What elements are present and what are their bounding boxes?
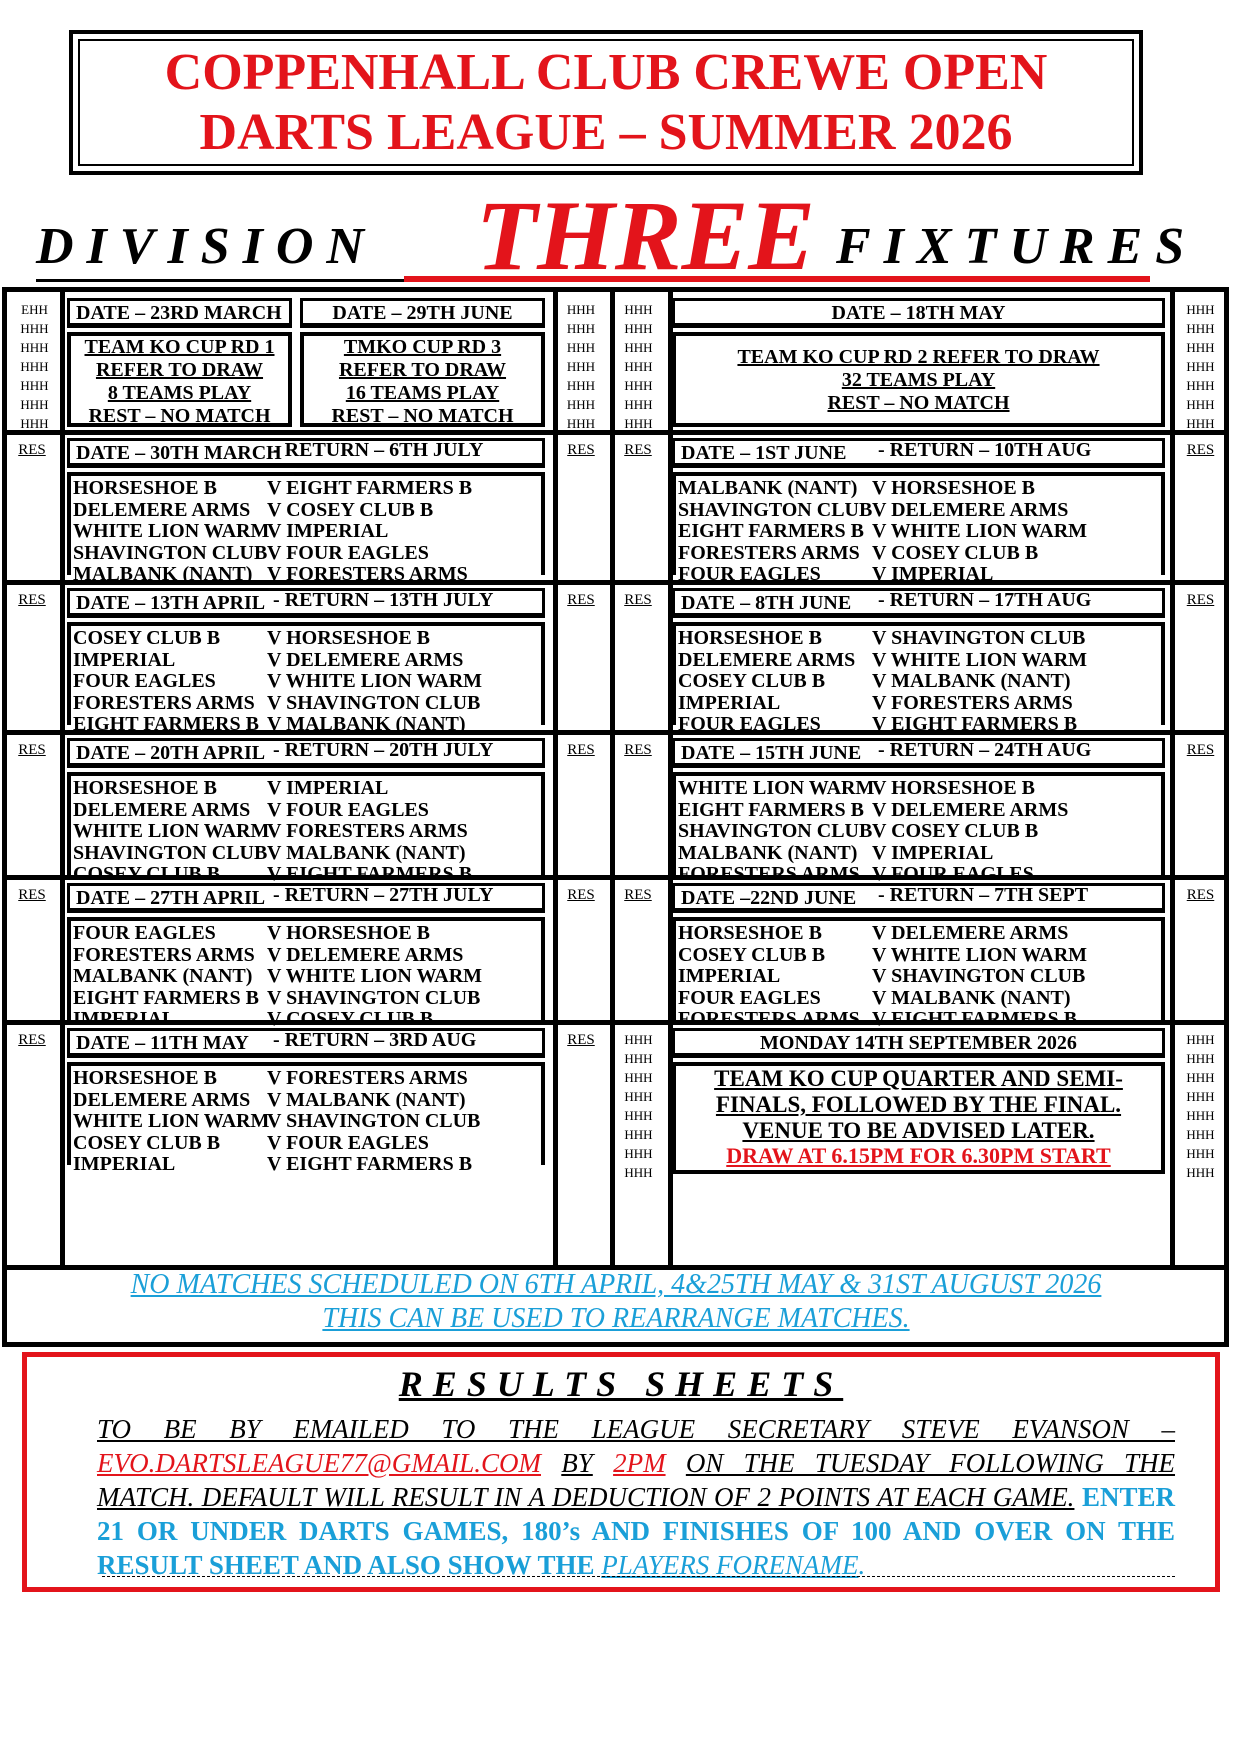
- return-date: - RETURN – 27TH JULY: [273, 884, 494, 906]
- date-header: DATE – 8TH JUNE: [672, 588, 1165, 618]
- hhh-marker: HHH: [566, 397, 596, 412]
- fixture-home: FORESTERS ARMS: [678, 1008, 860, 1030]
- fixture-home: SHAVINGTON CLUB: [678, 820, 873, 842]
- grid-vbar: [60, 292, 65, 1267]
- cup-line: TMKO CUP RD 3: [343, 336, 502, 358]
- res-marker: RES: [18, 592, 46, 608]
- hhh-marker: HHH: [624, 378, 653, 393]
- deadline-time: 2PM: [613, 1448, 666, 1478]
- hhh-marker: HHH: [1186, 1032, 1215, 1047]
- return-date: - RETURN – 24TH AUG: [878, 739, 1092, 761]
- results-text-4: ENTER 21 OR UNDER DARTS GAMES, 180’s AND FINISHES OF 100 AND OVER ON THE RESULT SHEET AND ALSO SHOW THE: [97, 1482, 1176, 1580]
- hhh-marker: HHH: [624, 1127, 653, 1142]
- fixture-away: V WHITE LION WARM: [872, 648, 1088, 671]
- res-marker: RES: [18, 887, 46, 903]
- results-body: [97, 1412, 1175, 1582]
- return-date: - RETURN – 20TH JULY: [273, 739, 494, 761]
- fixture-home: DELEMERE ARMS: [678, 648, 856, 671]
- no-matches-line-1: NO MATCHES SCHEDULED ON 6TH APRIL, 4&25TH MAY & 31ST AUGUST 2026: [130, 1269, 1102, 1300]
- hhh-marker: HHH: [1186, 378, 1215, 393]
- fixture-away: V FOUR EAGLES: [267, 798, 429, 821]
- hhh-marker: HHH: [624, 1146, 653, 1161]
- hhh-marker: HHH: [1186, 1127, 1215, 1142]
- res-marker: RES: [18, 1032, 46, 1048]
- hhh-marker: HHH: [1186, 1089, 1215, 1104]
- fixture-away: V WHITE LION WARM: [872, 520, 1088, 542]
- cup-line: 32 TEAMS PLAY: [841, 369, 996, 391]
- res-marker: RES: [567, 742, 595, 758]
- hhh-marker: HHH: [566, 340, 596, 355]
- fixture-away: V FOUR EAGLES: [872, 863, 1034, 885]
- fixture-home: FORESTERS ARMS: [73, 943, 255, 966]
- cup-line: 8 TEAMS PLAY: [107, 382, 252, 404]
- hhh-marker: HHH: [566, 378, 596, 393]
- date-header: DATE – 13TH APRIL: [67, 588, 545, 618]
- fixture-away: V FORESTERS ARMS: [267, 1067, 468, 1089]
- fixture-home: MALBANK (NANT): [73, 965, 253, 987]
- fixture-away: V MALBANK (NANT): [872, 670, 1071, 692]
- fixture-away: V MALBANK (NANT): [267, 1088, 466, 1111]
- fixture-away: V HORSESHOE B: [267, 922, 431, 944]
- fixture-home: COSEY CLUB B: [73, 863, 221, 885]
- hhh-marker: HHH: [20, 321, 49, 336]
- fixture-home: SHAVINGTON CLUB: [73, 541, 268, 564]
- hhh-marker: HHH: [20, 359, 49, 374]
- hhh-marker: HHH: [20, 378, 49, 393]
- res-marker: RES: [624, 887, 652, 903]
- hhh-marker: HHH: [1186, 397, 1215, 412]
- fixture-home: HORSESHOE B: [73, 477, 217, 499]
- no-matches-line-2: THIS CAN BE USED TO REARRANGE MATCHES.: [322, 1303, 910, 1334]
- fixture-home: HORSESHOE B: [73, 777, 217, 799]
- date-header: DATE –22ND JUNE: [672, 883, 1165, 913]
- fixture-home: DELEMERE ARMS: [73, 498, 251, 521]
- fixture-away: V EIGHT FARMERS B: [872, 1008, 1078, 1030]
- date-header: DATE – 20TH APRIL: [67, 738, 545, 768]
- date-header: DATE – 23RD MARCH: [67, 298, 292, 328]
- date-header: DATE – 29TH JUNE: [300, 298, 545, 328]
- fixture-away: V EIGHT FARMERS B: [267, 863, 473, 885]
- results-sheets-box: [22, 1352, 1220, 1592]
- hhh-marker: HHH: [624, 1165, 653, 1180]
- no-matches-notice: [5, 1268, 1227, 1343]
- res-marker: RES: [624, 442, 652, 458]
- date-header: DATE – 11TH MAY: [67, 1028, 545, 1058]
- grid-vbar: [553, 292, 558, 1267]
- fixture-away: V WHITE LION WARM: [872, 943, 1088, 966]
- hhh-marker: HHH: [1186, 1051, 1215, 1066]
- fixture-away: V FORESTERS ARMS: [267, 820, 468, 842]
- fixture-away: V DELEMERE ARMS: [267, 648, 464, 671]
- hhh-marker: HHH: [624, 1051, 653, 1066]
- cup-line: REFER TO DRAW: [95, 359, 264, 381]
- fixture-home: DELEMERE ARMS: [73, 798, 251, 821]
- fixture-away: V FORESTERS ARMS: [872, 691, 1073, 714]
- fixture-home: FOUR EAGLES: [73, 670, 216, 692]
- fixture-home: HORSESHOE B: [73, 1067, 217, 1089]
- division-word: DIVISION: [36, 218, 377, 275]
- finals-line: FINALS, FOLLOWED BY THE FINAL.: [715, 1092, 1122, 1117]
- fixture-away: V HORSESHOE B: [267, 627, 431, 649]
- fixture-away: V DELEMERE ARMS: [872, 498, 1069, 521]
- res-marker: RES: [1186, 887, 1215, 903]
- fixture-home: DELEMERE ARMS: [73, 1088, 251, 1111]
- hhh-marker: HHH: [624, 1070, 653, 1085]
- res-marker: RES: [18, 742, 46, 758]
- return-date: - RETURN – 7TH SEPT: [878, 884, 1089, 906]
- fixture-home: SHAVINGTON CLUB: [678, 498, 873, 521]
- fixture-home: IMPERIAL: [678, 965, 781, 987]
- return-date: - RETURN – 13TH JULY: [273, 589, 494, 611]
- date-header: DATE – 30TH MARCH: [67, 438, 545, 468]
- results-text-2: BY: [561, 1448, 593, 1478]
- hhh-marker: HHH: [20, 416, 49, 431]
- email-link[interactable]: EVO.DARTSLEAGUE77@GMAIL.COM: [97, 1448, 541, 1478]
- fixture-away: V COSEY CLUB B: [267, 1008, 434, 1030]
- fixture-away: V DELEMERE ARMS: [872, 922, 1069, 944]
- date-header: DATE – 1ST JUNE: [672, 438, 1165, 468]
- fixture-home: EIGHT FARMERS B: [678, 520, 864, 542]
- hhh-marker: HHH: [624, 321, 653, 336]
- hhh-marker: HHH: [624, 1032, 653, 1047]
- finals-line: TEAM KO CUP QUARTER AND SEMI-: [714, 1066, 1123, 1091]
- fixture-home: WHITE LION WARM: [678, 777, 875, 799]
- fixture-home: IMPERIAL: [73, 1008, 176, 1030]
- hhh-marker: HHH: [1186, 1165, 1215, 1180]
- finals-date: MONDAY 14TH SEPTEMBER 2026: [672, 1028, 1165, 1058]
- hhh-marker: HHH: [624, 416, 653, 431]
- draw-time: DRAW AT 6.15PM FOR 6.30PM START: [726, 1143, 1111, 1168]
- fixture-away: V WHITE LION WARM: [267, 965, 483, 987]
- fixture-home: EIGHT FARMERS B: [73, 986, 259, 1009]
- fixture-away: V FOUR EAGLES: [267, 1131, 429, 1154]
- fixture-away: V IMPERIAL: [267, 777, 389, 799]
- fixture-home: IMPERIAL: [678, 691, 781, 714]
- fixture-away: V IMPERIAL: [267, 520, 389, 542]
- fixture-away: V DELEMERE ARMS: [267, 943, 464, 966]
- fixture-home: MALBANK (NANT): [678, 841, 858, 864]
- return-date: - RETURN – 6TH JULY: [273, 439, 484, 461]
- date-header: DATE – 27TH APRIL: [67, 883, 545, 913]
- hhh-marker: HHH: [20, 340, 49, 355]
- hhh-marker: HHH: [1186, 340, 1215, 355]
- title-line-1: COPPENHALL CLUB CREWE OPEN: [164, 43, 1048, 101]
- res-marker: RES: [1186, 442, 1215, 458]
- fixture-home: FORESTERS ARMS: [678, 863, 860, 885]
- hhh-marker: HHH: [624, 302, 653, 317]
- fixture-home: MALBANK (NANT): [678, 477, 858, 499]
- fixture-away: V MALBANK (NANT): [267, 713, 466, 735]
- fixture-home: FORESTERS ARMS: [678, 541, 860, 564]
- fixture-away: V IMPERIAL: [872, 841, 994, 864]
- hhh-marker: HHH: [566, 416, 596, 431]
- hhh-marker: HHH: [1186, 416, 1215, 431]
- hhh-marker: HHH: [20, 397, 49, 412]
- return-date: - RETURN – 17TH AUG: [878, 589, 1092, 611]
- fixture-away: V COSEY CLUB B: [872, 541, 1039, 564]
- fixture-away: V WHITE LION WARM: [267, 670, 483, 692]
- fixture-away: V HORSESHOE B: [872, 477, 1036, 499]
- fixture-home: WHITE LION WARM: [73, 520, 270, 542]
- fixture-home: IMPERIAL: [73, 1153, 176, 1175]
- hhh-marker: HHH: [566, 302, 596, 317]
- fixtures-word: FIXTURES: [836, 218, 1198, 275]
- hhh-marker: HHH: [1186, 1070, 1215, 1085]
- hhh-marker: HHH: [624, 397, 653, 412]
- fixture-away: V COSEY CLUB B: [267, 498, 434, 521]
- hhh-marker: HHH: [566, 321, 596, 336]
- fixture-away: V SHAVINGTON CLUB: [267, 1110, 481, 1132]
- fixture-home: FOUR EAGLES: [73, 922, 216, 944]
- fixture-away: V FOUR EAGLES: [267, 541, 429, 564]
- fixture-away: V COSEY CLUB B: [872, 820, 1039, 842]
- res-marker: RES: [567, 1032, 595, 1048]
- fixture-away: V SHAVINGTON CLUB: [872, 965, 1086, 987]
- date-header: DATE – 15TH JUNE: [672, 738, 1165, 768]
- fixture-away: V SHAVINGTON CLUB: [267, 986, 481, 1009]
- dashed-rule: [102, 1576, 1175, 1577]
- players-forename: PLAYERS FORENAME: [601, 1550, 859, 1580]
- fixture-home: IMPERIAL: [73, 648, 176, 671]
- res-marker: RES: [567, 442, 595, 458]
- fixture-home: FOUR EAGLES: [678, 563, 821, 585]
- cup-line: REFER TO DRAW: [338, 359, 507, 381]
- date-header: DATE – 18TH MAY: [672, 298, 1165, 328]
- fixture-away: V FORESTERS ARMS: [267, 563, 468, 585]
- title-box: [69, 30, 1143, 175]
- cup-line: REST – NO MATCH: [331, 405, 514, 427]
- fixture-home: MALBANK (NANT): [73, 563, 253, 585]
- fixture-home: COSEY CLUB B: [73, 627, 221, 649]
- fixture-away: V DELEMERE ARMS: [872, 798, 1069, 821]
- results-text-6: .: [858, 1550, 866, 1580]
- cup-line: 16 TEAMS PLAY: [345, 382, 500, 404]
- fixture-away: V MALBANK (NANT): [872, 986, 1071, 1009]
- division-heading: [36, 180, 1198, 291]
- fixture-away: V MALBANK (NANT): [267, 841, 466, 864]
- return-date: - RETURN – 3RD AUG: [273, 1029, 477, 1051]
- finals-line: VENUE TO BE ADVISED LATER.: [742, 1118, 1095, 1143]
- hhh-marker: HHH: [1186, 321, 1215, 336]
- fixture-home: EIGHT FARMERS B: [678, 798, 864, 821]
- res-marker: RES: [1186, 742, 1215, 758]
- fixture-home: COSEY CLUB B: [678, 670, 826, 692]
- cup-line: REST – NO MATCH: [88, 405, 271, 427]
- fixture-away: V IMPERIAL: [872, 563, 994, 585]
- fixture-home: HORSESHOE B: [678, 627, 822, 649]
- hhh-marker: HHH: [566, 359, 596, 374]
- division-number: THREE: [476, 180, 815, 291]
- fixture-home: WHITE LION WARM: [73, 820, 270, 842]
- results-text-1: TO BE BY EMAILED TO THE LEAGUE SECRETARY STEVE EVANSON –: [97, 1414, 1175, 1444]
- hhh-marker: HHH: [1186, 359, 1215, 374]
- cup-line: REST – NO MATCH: [827, 392, 1010, 414]
- res-marker: RES: [624, 742, 652, 758]
- results-text-3: ON THE TUESDAY FOLLOWING THE MATCH. DEFAULT WILL RESULT IN A DEDUCTION OF 2 POINTS AT EACH GAME.: [97, 1448, 1176, 1512]
- fixture-away: V EIGHT FARMERS B: [267, 1153, 473, 1175]
- fixture-home: EIGHT FARMERS B: [73, 713, 259, 735]
- fixture-home: COSEY CLUB B: [678, 943, 826, 966]
- title-line-2: DARTS LEAGUE – SUMMER 2026: [199, 103, 1013, 161]
- fixture-away: V SHAVINGTON CLUB: [872, 627, 1086, 649]
- fixture-home: FORESTERS ARMS: [73, 691, 255, 714]
- res-marker: RES: [1186, 592, 1215, 608]
- fixture-away: V SHAVINGTON CLUB: [267, 691, 481, 714]
- cup-line: TEAM KO CUP RD 2 REFER TO DRAW: [737, 346, 1100, 368]
- fixture-home: FOUR EAGLES: [678, 713, 821, 735]
- cup-line: TEAM KO CUP RD 1: [84, 336, 275, 358]
- hhh-marker: HHH: [624, 1089, 653, 1104]
- fixture-home: HORSESHOE B: [678, 922, 822, 944]
- fixture-home: FOUR EAGLES: [678, 986, 821, 1009]
- res-marker: RES: [567, 887, 595, 903]
- res-marker: RES: [567, 592, 595, 608]
- fixture-away: V EIGHT FARMERS B: [267, 477, 473, 499]
- hhh-marker: EHH: [21, 302, 48, 317]
- fixture-away: V HORSESHOE B: [872, 777, 1036, 799]
- hhh-marker: HHH: [624, 1108, 653, 1123]
- hhh-marker: HHH: [1186, 302, 1215, 317]
- fixture-away: V EIGHT FARMERS B: [872, 713, 1078, 735]
- hhh-marker: HHH: [1186, 1146, 1215, 1161]
- hhh-marker: HHH: [624, 340, 653, 355]
- res-marker: RES: [18, 442, 46, 458]
- fixture-home: COSEY CLUB B: [73, 1131, 221, 1154]
- fixture-home: WHITE LION WARM: [73, 1110, 270, 1132]
- hhh-marker: HHH: [624, 359, 653, 374]
- results-title: RESULTS SHEETS: [398, 1364, 844, 1404]
- fixtures-grid: [2, 287, 1229, 1347]
- fixture-home: SHAVINGTON CLUB: [73, 841, 268, 864]
- res-marker: RES: [624, 592, 652, 608]
- hhh-marker: HHH: [1186, 1108, 1215, 1123]
- return-date: - RETURN – 10TH AUG: [878, 439, 1092, 461]
